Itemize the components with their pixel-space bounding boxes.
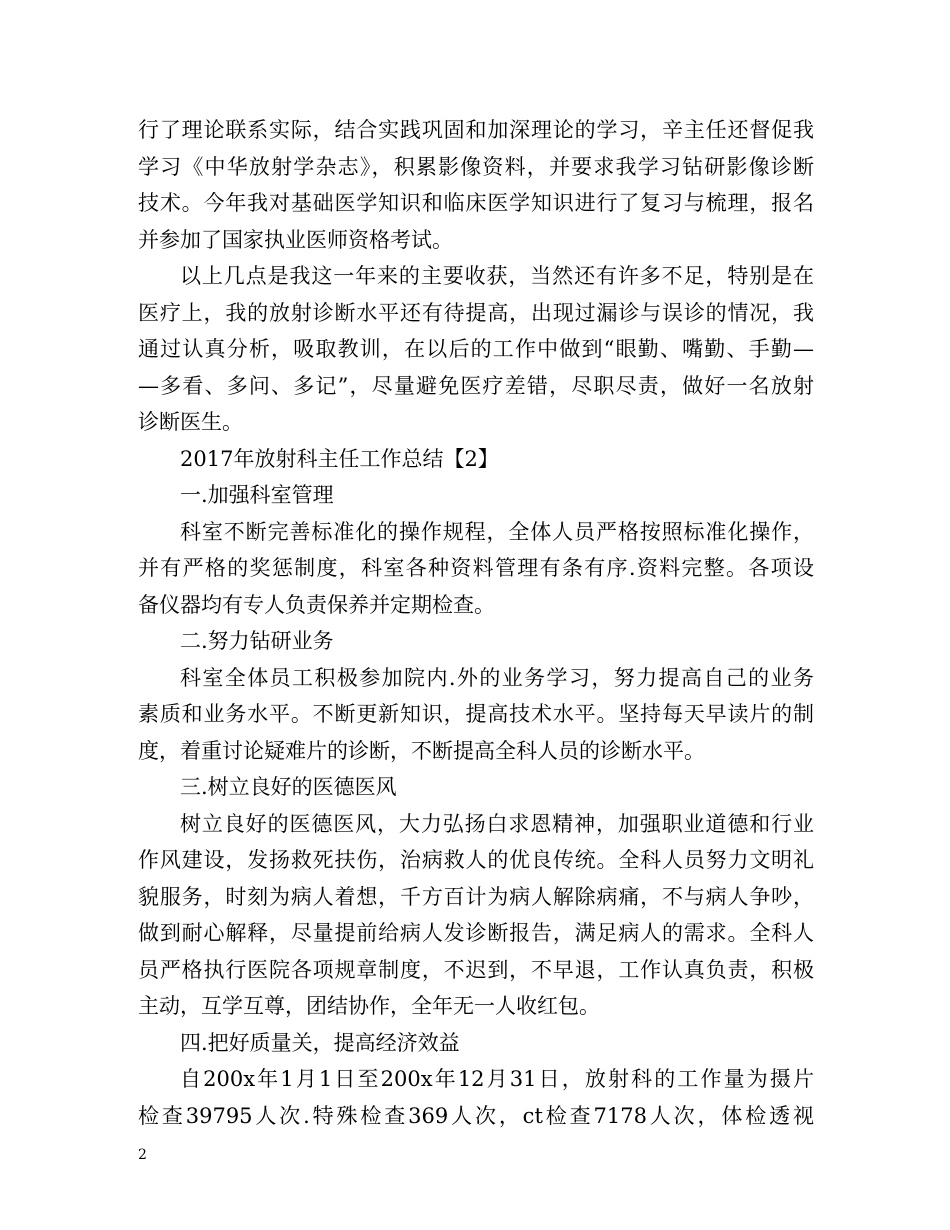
text-line: 主动，互学互尊，团结协作，全年无一人收红包。 — [138, 994, 600, 1018]
text-line: 学习《中华放射学杂志》，积累影像资料，并要求我学习钻研影像诊断 — [138, 154, 814, 179]
text-line: 检查39795人次.特殊检查369人次，ct检查7178人次，体检透视 — [138, 1103, 814, 1128]
text-line: 备仪器均有专人负责保养并定期检查。 — [138, 592, 495, 617]
body-text — [138, 112, 814, 1134]
page-number: 2 — [138, 1147, 147, 1163]
text-line: 医疗上，我的放射诊断水平还有待提高，出现过漏诊与误诊的情况，我 — [138, 300, 814, 325]
text-line: 并有严格的奖惩制度，科室各种资料管理有条有序.资料完整。各项设 — [138, 556, 814, 580]
text-line: 技术。今年我对基础医学知识和临床医学知识进行了复习与梳理，报名 — [138, 191, 814, 215]
text-line: 四.把好质量关，提高经济效益 — [180, 1030, 460, 1055]
text-line: 貌服务，时刻为病人着想，千方百计为病人解除病痛，不与病人争吵， — [138, 884, 814, 909]
text-line: 度，着重讨论疑难片的诊断，不断提高全科人员的诊断水平。 — [138, 738, 705, 763]
text-line: 作风建设，发扬救死扶伤，治病救人的优良传统。全科人员努力文明礼 — [138, 848, 814, 872]
text-line: 诊断医生。 — [138, 410, 243, 434]
text-line: 树立良好的医德医风，大力弘扬白求恩精神，加强职业道德和行业 — [180, 811, 814, 836]
text-line: 一.加强科室管理 — [180, 483, 334, 507]
text-line: 员严格执行医院各项规章制度，不迟到，不早退，工作认真负责，积极 — [138, 957, 814, 982]
text-line: 二.努力钻研业务 — [180, 629, 334, 653]
text-line: 2017年放射科主任工作总结【2】 — [180, 446, 499, 471]
text-line: 自200x年1月1日至200x年12月31日，放射科的工作量为摄片 — [180, 1067, 814, 1091]
text-line: —多看、多问、多记”，尽量避免医疗差错，尽职尽责，做好一名放射 — [138, 373, 814, 398]
text-line: 行了理论联系实际，结合实践巩固和加深理论的学习，辛主任还督促我 — [138, 118, 814, 142]
text-line: 并参加了国家执业医师资格考试。 — [138, 227, 453, 252]
text-line: 通过认真分析，吸取教训，在以后的工作中做到“眼勤、嘴勤、手勤— — [138, 337, 814, 361]
text-line: 科室不断完善标准化的操作规程，全体人员严格按照标准化操作， — [180, 519, 814, 544]
text-line: 素质和业务水平。不断更新知识，提高技术水平。坚持每天早读片的制 — [138, 702, 814, 726]
text-line: 以上几点是我这一年来的主要收获，当然还有许多不足，特别是在 — [180, 264, 814, 288]
text-line: 做到耐心解释，尽量提前给病人发诊断报告，满足病人的需求。全科人 — [138, 921, 814, 945]
text-line: 科室全体员工积极参加院内.外的业务学习，努力提高自己的业务 — [180, 665, 814, 690]
text-line: 三.树立良好的医德医风 — [180, 775, 397, 799]
